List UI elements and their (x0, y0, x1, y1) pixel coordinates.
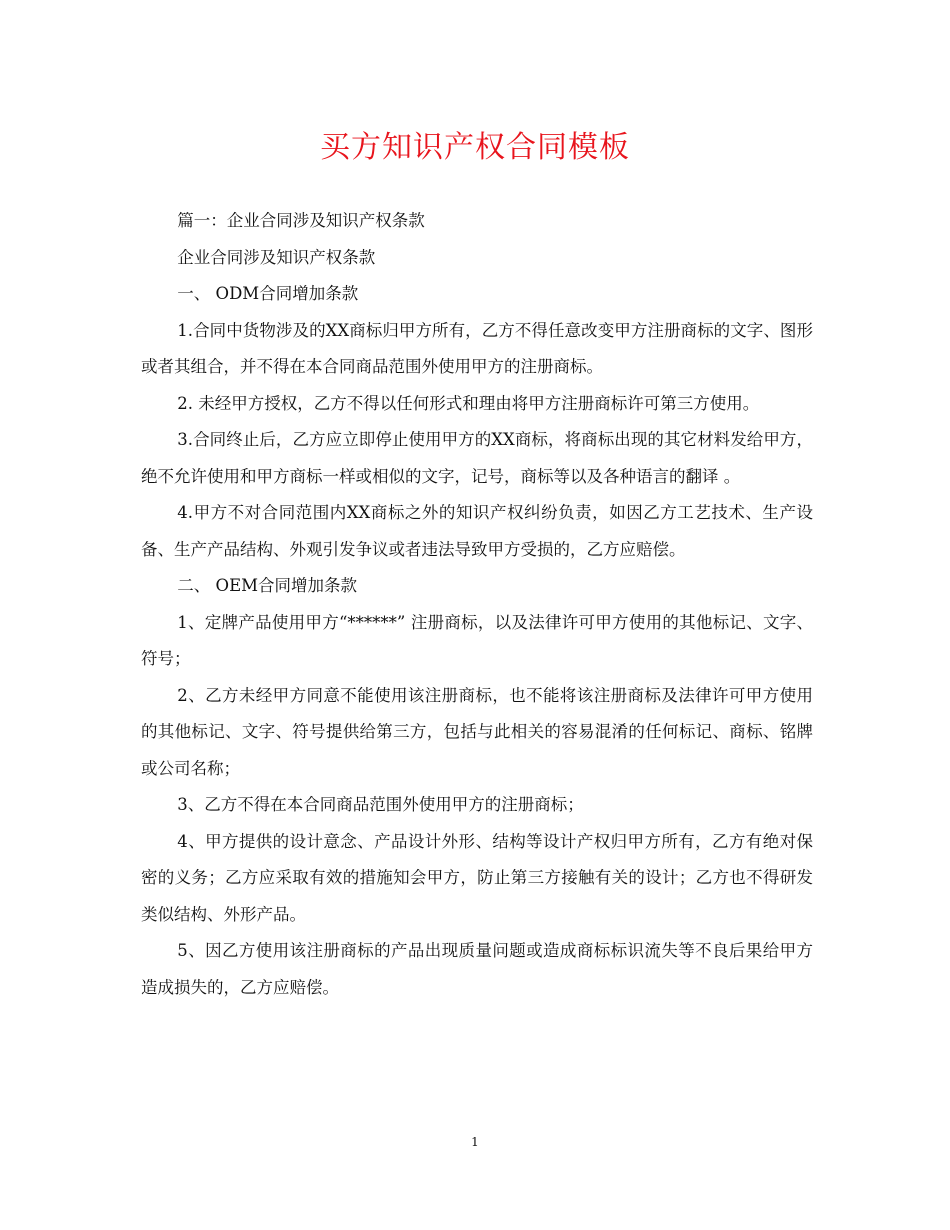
clause-paragraph: 1、定牌产品使用甲方“******” 注册商标，以及法律许可甲方使用的其他标记、文字、符号； (141, 612, 813, 668)
document-body (141, 203, 813, 1006)
clause-paragraph: 2、乙方未经甲方同意不能使用该注册商标，也不能将该注册商标及法律许可甲方使用的其他标记、文字、符号提供给第三方，包括与此相关的容易混淆的任何标记、商标、铭牌或公司名称； (141, 685, 813, 778)
subsection-heading: 企业合同涉及知识产权条款 (177, 247, 376, 267)
clause-paragraph: 4.甲方不对合同范围内XX商标之外的知识产权纠纷负责，如因乙方工艺技术、生产设备、生产产品结构、外观引发争议或者违法导致甲方受损的，乙方应赔偿。 (141, 503, 813, 559)
clause-heading: 二、 OEM合同增加条款 (177, 576, 358, 595)
section-heading: 篇一：企业合同涉及知识产权条款 (177, 211, 425, 230)
clause-paragraph: 1.合同中货物涉及的XX商标归甲方所有，乙方不得任意改变甲方注册商标的文字、图形或者其组合，并不得在本合同商品范围外使用甲方的注册商标。 (141, 320, 813, 376)
page-number: 1 (471, 1135, 479, 1149)
clause-paragraph: 3.合同终止后，乙方应立即停止使用甲方的XX商标，将商标出现的其它材料发给甲方，绝不允许使用和甲方商标一样或相似的文字，记号，商标等以及各种语言的翻译 。 (141, 430, 813, 486)
clause-paragraph: 5、因乙方使用该注册商标的产品出现质量问题或造成商标标识流失等不良后果给甲方造成损失的，乙方应赔偿。 (141, 941, 813, 997)
clause-paragraph: 4、甲方提供的设计意念、产品设计外形、结构等设计产权归甲方所有，乙方有绝对保密的义务；乙方应采取有效的措施知会甲方，防止第三方接触有关的设计；乙方也不得研发类似结构、外形产品。 (141, 831, 813, 924)
document-title: 买方知识产权合同模板 (320, 130, 630, 165)
clause-heading: 一、 ODM合同增加条款 (177, 284, 359, 303)
clause-paragraph: 2. 未经甲方授权，乙方不得以任何形式和理由将甲方注册商标许可第三方使用。 (177, 393, 760, 413)
clause-paragraph: 3、乙方不得在本合同商品范围外使用甲方的注册商标； (177, 795, 584, 814)
